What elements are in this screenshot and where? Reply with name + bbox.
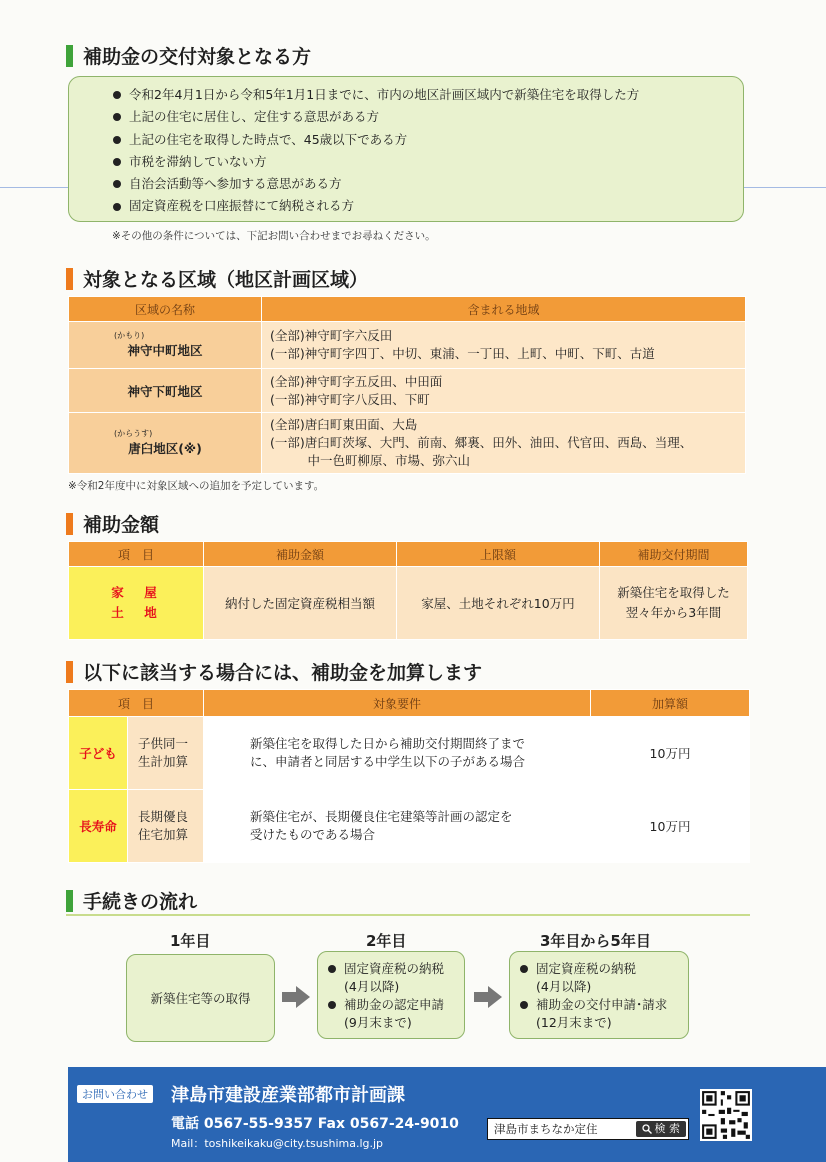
sub-cell [128,790,204,863]
list-item [113,129,743,151]
contact-footer [68,1067,826,1162]
section-addition-title [66,658,482,685]
period-cell [600,567,748,640]
table-header: 補助交付期間 [600,542,748,567]
eligibility-box [68,76,744,222]
amount-table [68,541,748,640]
sub-line: 住宅加算 [138,827,189,842]
item-house: 家 屋 [111,585,161,600]
year-label: 1年目 [170,932,211,950]
title-bar-icon [66,45,73,67]
ruby-text: (からうす) [114,429,153,438]
tag-cell: 子ども [69,717,128,790]
table-header: 含まれる地域 [262,297,746,322]
year-label: 2年目 [366,932,407,950]
table-row [69,322,746,369]
arrow-right-icon [474,986,502,1008]
step-sub: (4月以降) [344,979,400,994]
title-text: 手続きの流れ [83,891,198,913]
sub-line: 生計加算 [138,754,189,769]
area-line: (全部)神守町字五反田、中田面 [270,373,443,389]
qr-code-icon[interactable] [700,1089,752,1141]
bullet-icon [113,180,121,188]
sub-line: 子供同一 [138,736,189,751]
table-header: 補助金額 [204,542,397,567]
limit-cell: 家屋、土地それぞれ10万円 [397,567,600,640]
amount-cell: 納付した固定資産税相当額 [204,567,397,640]
table-header: 対象要件 [204,690,591,717]
requirement-cell [204,717,591,790]
bullet-icon [113,136,121,144]
bullet-icon [113,113,121,121]
list-item [520,960,688,978]
add-amount-cell: 10万円 [591,790,750,863]
title-bar-icon [66,268,73,290]
title-text: 以下に該当する場合には、補助金を加算します [83,662,483,684]
title-text: 補助金の交付対象となる方 [83,46,312,68]
bullet-icon [113,91,121,99]
title-bar-icon [66,661,73,683]
phone-fax: 電話 0567-55-9357 Fax 0567-24-9010 [171,1116,459,1132]
req-line: 新築住宅を取得した日から補助交付期間終了まで [250,736,526,751]
table-row [69,567,748,640]
list-item [328,996,464,1014]
section-eligibility-title [66,42,311,69]
list-item [113,106,743,128]
table-header: 上限額 [397,542,600,567]
list-item [328,960,464,978]
area-note: ※令和2年度中に対象区域への追加を予定しています。 [68,480,325,492]
area-line: (一部)神守町字八反田、下町 [270,391,430,407]
step-sub: (12月末まで) [536,1015,612,1030]
divider [66,914,750,916]
bullet-icon [113,203,121,211]
area-name: 唐臼地区(※) [128,441,202,456]
bullet-icon [328,965,336,973]
req-line: 受けたものである場合 [250,827,376,842]
mail-address[interactable]: Mail：toshikeikaku@city.tsushima.lg.jp [171,1137,384,1150]
ruby-text: (かもり) [114,331,145,340]
table-header: 加算額 [591,690,750,717]
req-line: に、申請者と同居する中学生以下の子がある場合 [250,754,526,769]
eligibility-note: ※その他の条件については、下記お問い合わせまでお尋ねください。 [112,230,436,242]
bullet-icon [113,158,121,166]
area-name: 神守中町地区 [127,343,203,358]
area-line: 中一色町柳原、市場、弥六山 [270,453,471,468]
step-text: 補助金の交付申請･請求 [536,997,668,1012]
step-sub: (9月末まで) [344,1015,412,1030]
list-item [113,84,743,106]
add-amount-cell: 10万円 [591,717,750,790]
list-item [113,151,743,173]
year-label: 3年目から5年目 [540,932,651,950]
sub-line: 長期優良 [138,809,189,824]
area-line: (全部)唐臼町東田面、大島 [270,417,418,432]
period-line: 新築住宅を取得した [617,585,730,600]
search-button-label: 検 索 [654,1122,680,1135]
section-area-title [66,265,368,292]
table-row [69,790,750,863]
table-row [69,413,746,474]
req-line: 新築住宅が、長期優良住宅建築等計画の認定を [250,809,513,824]
area-table [68,296,746,474]
period-line: 翌々年から3年間 [625,605,722,620]
table-header: 項 目 [69,542,204,567]
search-text: 津島市まちなか定住 [494,1122,598,1136]
area-line: (一部)唐臼町茨塚、大門、前南、郷裏、田外、油田、代官田、西島、当理、 [270,435,693,450]
area-name-cell [69,413,262,474]
item-text: 上記の住宅に居住し、定住する意思がある方 [129,109,380,125]
area-line: (全部)神守町字六反田 [270,328,393,343]
title-bar-icon [66,513,73,535]
title-text: 補助金額 [83,514,160,536]
area-list-cell [262,413,746,474]
requirement-cell [204,790,591,863]
item-land: 土 地 [111,605,161,620]
step-text: 新築住宅等の取得 [150,991,251,1006]
step-text: 固定資産税の納税 [344,961,445,976]
arrow-right-icon [282,986,310,1008]
bullet-icon [520,1001,528,1009]
section-amount-title [66,510,159,537]
step-box-2 [317,951,465,1039]
area-list-cell [262,322,746,369]
step-text: 固定資産税の納税 [536,961,637,976]
department-name: 津島市建設産業部都市計画課 [171,1085,405,1106]
search-icon [642,1124,652,1134]
area-list-cell [262,369,746,413]
area-name-cell [69,322,262,369]
item-text: 上記の住宅を取得した時点で、45歳以下である方 [129,131,408,147]
search-button[interactable] [636,1121,687,1137]
item-cell [69,567,204,640]
step-text: 補助金の認定申請 [344,997,445,1012]
search-box[interactable] [487,1118,689,1140]
step-box-1 [126,954,275,1042]
step-box-3 [509,951,689,1039]
area-line: (一部)神守町字四丁、中切、東浦、一丁田、上町、中町、下町、古道 [270,346,655,361]
tag-cell: 長寿命 [69,790,128,863]
item-text: 自治会活動等へ参加する意思がある方 [129,176,342,192]
list-item [113,195,743,217]
sub-cell [128,717,204,790]
title-text: 対象となる区域（地区計画区域） [83,269,369,291]
list-item [520,996,688,1014]
table-row [69,717,750,790]
table-header: 項 目 [69,690,204,717]
list-item [113,173,743,195]
table-header: 区域の名称 [69,297,262,322]
item-text: 固定資産税を口座振替にて納税される方 [129,198,355,214]
area-name: 神守下町地区 [127,383,203,399]
item-text: 市税を滞納していない方 [129,153,267,169]
bullet-icon [520,965,528,973]
addition-table [68,689,750,863]
step-sub: (4月以降) [536,979,592,994]
item-text: 令和2年4月1日から令和5年1月1日までに、市内の地区計画区域内で新築住宅を取得した方 [129,87,640,102]
bullet-icon [328,1001,336,1009]
section-flow-title [66,887,197,914]
area-name-cell [69,369,262,413]
title-bar-icon [66,890,73,912]
table-row [69,369,746,413]
contact-label: お問い合わせ [77,1085,153,1103]
